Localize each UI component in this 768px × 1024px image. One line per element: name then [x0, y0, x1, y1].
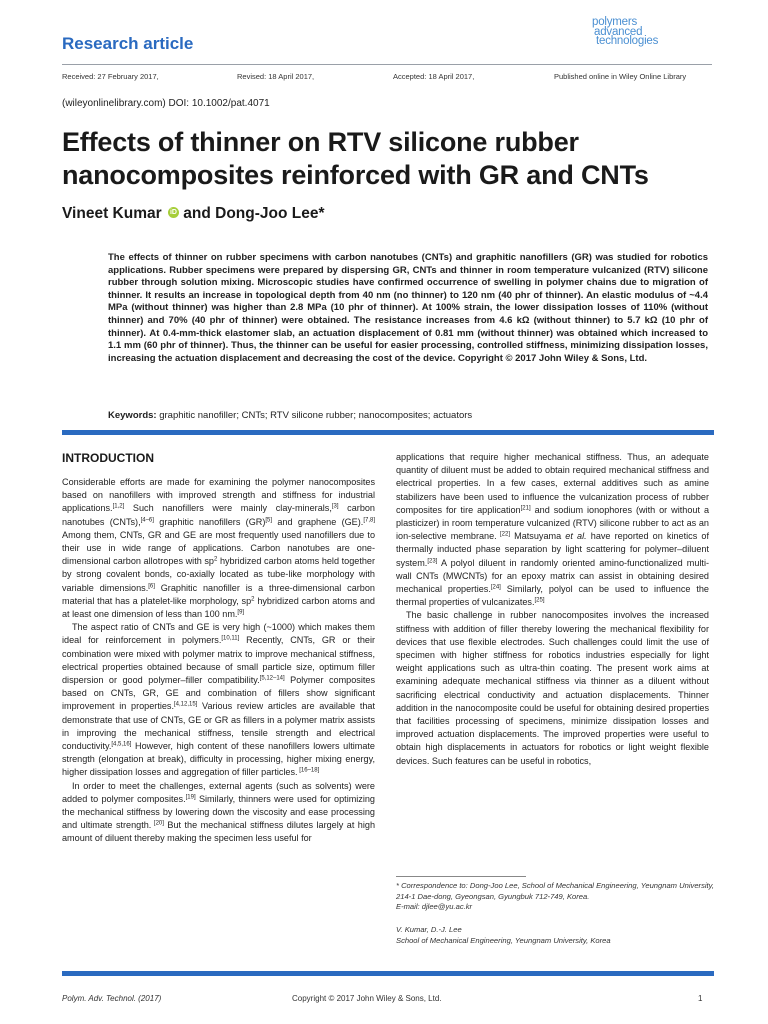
revised-date: Revised: 18 April 2017,: [237, 72, 315, 81]
section-divider: [62, 430, 714, 435]
citation-ref[interactable]: [4,12,15]: [174, 701, 198, 708]
citation-ref[interactable]: [21]: [520, 505, 531, 512]
title-line: Effects of thinner on RTV silicone rubber: [62, 127, 579, 157]
author-name[interactable]: Vineet Kumar: [62, 205, 162, 222]
citation-ref[interactable]: [7,8]: [363, 517, 375, 524]
body-paragraph: The basic challenge in rubber nanocomposites involves the increased stiffness with addition of filler thereby lowering the mechanical flexibility for devices that use flexible electrodes. Such challenges could limit the use of specimen with higher stiffness for robotics industries especially for light weight applications such as ultra-thin coating. The present work aims at examining adequate mechanical stiffness via thinner as a diluent without sacrificing electrical conductivity and actuation displacements. Thinner addition in the nanocomposite could be useful for obtaining desired properties that facilities processing of specimens, minimize dissipation losses and improved actuation displacements. The improved properties were useful to obtain high displacements in actuators for robotics or light weight flexible devices. Such features can be useful in robotics,: [396, 610, 709, 766]
journal-logo: [592, 18, 712, 47]
citation-ref[interactable]: [3]: [331, 503, 339, 510]
footnote-email[interactable]: E-mail: djlee@yu.ac.kr: [396, 902, 473, 911]
citation-ref[interactable]: [24]: [490, 584, 501, 591]
citation-ref[interactable]: [25]: [534, 597, 545, 604]
footer-journal: Polym. Adv. Technol. (2017): [62, 994, 162, 1003]
citation-ref[interactable]: [9]: [237, 609, 245, 616]
citation-ref[interactable]: [4,5,16]: [111, 741, 132, 748]
abstract: The effects of thinner on rubber specimens with carbon nanotubes (CNTs) and graphitic nanofillers (GR) was studied for robotics applications. Rubber specimens were prepared by dispersing GR, CNTs and thinner in room temperature vulcanized (RTV) silicone rubber through solution mixing. Microscopic studies have confirmed occurrence of swelling in polymer chains due to migration of thinner. It results an increase in topological depth from 40 nm (no thinner) to 120 nm (40 phr of thinner). An elastic modulus of ~4.4 MPa (without thinner) was higher than 2.8 MPa (10 phr of thinner). At 100% strain, the lower dissipation losses of 110% (without thinner) and 70% (40 phr of thinner) were obtained. The resistance increases from 4.6 kΩ (without thinner) to 5.7 kΩ (10 phr of thinner). At 0.4-mm-thick elastomer slab, an actuation displacement of 0.81 mm (without thinner) was obtained which increased to 1.1 mm (60 phr of thinner). Thus, the thinner can be useful for easier processing, controlled stiffness, minimizing dissipation losses, increasing the actuation displacement and decreasing the cost of the device. Copyright © 2017 John Wiley & Sons, Ltd.: [108, 252, 708, 364]
keywords-label: Keywords:: [108, 410, 157, 421]
author-name[interactable]: and Dong-Joo Lee*: [183, 205, 325, 222]
journal-logo-line: polymers: [592, 16, 638, 28]
citation-ref[interactable]: [4–6]: [140, 517, 154, 524]
journal-logo-line: advanced: [594, 25, 643, 38]
footer-rule: [62, 971, 714, 976]
published-online-note[interactable]: Published online in Wiley Online Library: [554, 72, 687, 81]
body-column-left: [62, 476, 375, 846]
header-rule: [62, 64, 712, 65]
citation-ref[interactable]: [10,11]: [221, 635, 240, 642]
received-date: Received: 27 February 2017,: [62, 72, 159, 81]
citation-ref[interactable]: [5]: [265, 517, 273, 524]
citation-ref[interactable]: 2: [251, 596, 255, 603]
citation-ref[interactable]: [22]: [496, 531, 510, 538]
citation-ref[interactable]: [6]: [148, 583, 155, 590]
affiliation-line: School of Mechanical Engineering, Yeungnam University, Korea: [396, 935, 611, 945]
body-paragraph: The aspect ratio of CNTs and GE is very high (~1000) which makes them ideal for reinforcement in polymers.[10,11] Recently, CNTs, GR or their combination were mixed with polymer matrix to improve mechanical stiffness, electrical properties obtained because of small particle size, optimum filler dispersion or good polymer–filler compatibility.[5,12–14] Polymer composites based on CNTs, GR, GE and combination of fillers show significant improvement in properties.[4,12,15] Various review articles are available that demonstrate that use of CNTs, GE or GR as fillers in a polymer matrix assists in improving the mechanical stiffness, tensile strength and electrical conductivity.[4,5,16] However, high content of these nanofillers lowers ultimate strength (elongation at break), difficulty in processing, higher mixing energy, higher dissipation losses and aggregation of filler particles. [16–18]: [62, 622, 375, 778]
citation-ref[interactable]: [16–18]: [297, 767, 320, 774]
keywords: [108, 410, 708, 421]
keywords-text: graphitic nanofiller; CNTs; RTV silicone rubber; nanocomposites; actuators: [156, 410, 473, 421]
footer-copyright: Copyright © 2017 John Wiley & Sons, Ltd.: [292, 994, 442, 1003]
title-line: nanocomposites reinforced with GR and CNTs: [62, 160, 649, 190]
affiliation-line: V. Kumar, D.-J. Lee: [396, 925, 462, 934]
body-paragraph: applications that require higher mechanical stiffness. Thus, an adequate quantity of diluent must be added to obtain required mechanical stiffness and electrical properties. In a few cases, external additives such as amine stabilizers have been used to influence the vulcanization process of rubber composites for tire application[21] and sodium ionophores (with or without a plasticizer) in room temperature vulcanized (RTV) silicone rubber to act as an ion-selective membrane. [22] Matsuyama et al. have reported on kinetics of thermally inducted phase separation by light scattering for polymer–diluent system.[23] A polyol diluent in randomly oriented amino-functionalized multi-wall CNTs (MWCNTs) for an epoxy matrix can assist in obtaining desired mechanical properties.[24] Similarly, polyol can be used to influence the thermal properties of vulcanizates.[25]: [396, 452, 710, 608]
italic-text: et al.: [565, 531, 587, 542]
body-paragraph: In order to meet the challenges, external agents (such as solvents) were added to polymer composites.[19] Similarly, thinners were used for optimizing the mechanical stiffness by lowering down the viscosity and ease processing and ultimate strength. [20] But the mechanical stiffness dilutes largely at high amount of diluent thereby making the specimen less useful for: [62, 780, 375, 844]
paper-title: [62, 126, 722, 192]
correspondence-footnote: [396, 881, 714, 913]
accepted-date: Accepted: 18 April 2017,: [393, 72, 475, 81]
authors-line: [62, 205, 325, 223]
journal-logo-line: technologies: [596, 35, 659, 47]
citation-ref[interactable]: [23]: [427, 558, 438, 565]
citation-ref[interactable]: [20]: [151, 820, 164, 827]
orcid-icon[interactable]: iD: [169, 209, 177, 216]
affiliation-note: [396, 925, 714, 946]
body-column-right: [396, 451, 709, 768]
citation-ref[interactable]: [19]: [185, 794, 196, 801]
body-paragraph: Considerable efforts are made for examining the polymer nanocomposites based on nanofillers with improved strength and stiffness for industrial applications.[1,2] Such nanofillers were mainly clay-minerals,[3] carbon nanotubes (CNTs),[4–6] graphitic nanofillers (GR)[5] and graphene (GE).[7,8] Among them, CNTs, GR and GE are most frequently used nanofillers due to their use in wide range of applications. Carbon nanotubes are one-dimensional carbon allotropes with $sp^2$ hybridized carbon atoms held together by strong covalent bonds, co-axially located as tube-like morphology with variable dimensions.[6] Graphitic nanofiller is a three-dimensional carbon material that has a platelet-like morphology, $sp^2$ hybridized carbon atoms and at least one dimension of less than 100 nm.[9]: [62, 477, 375, 620]
doi-line[interactable]: (wileyonlinelibrary.com) DOI: 10.1002/pat.4071: [62, 98, 270, 109]
citation-ref[interactable]: [1,2]: [112, 503, 125, 510]
footnote-rule: [396, 876, 526, 877]
citation-ref[interactable]: [5,12–14]: [259, 675, 285, 682]
section-heading: INTRODUCTION: [62, 451, 154, 465]
footnote-line: * Correspondence to: Dong-Joo Lee, School of Mechanical Engineering, Yeungnam University, 214-1 Dae-dong, Gyeongsan, Gyungbuk 712-749, Korea.: [396, 881, 715, 901]
citation-ref[interactable]: 2: [214, 556, 218, 563]
article-type-label: Research article: [62, 34, 194, 53]
page-number: 1: [698, 994, 703, 1003]
